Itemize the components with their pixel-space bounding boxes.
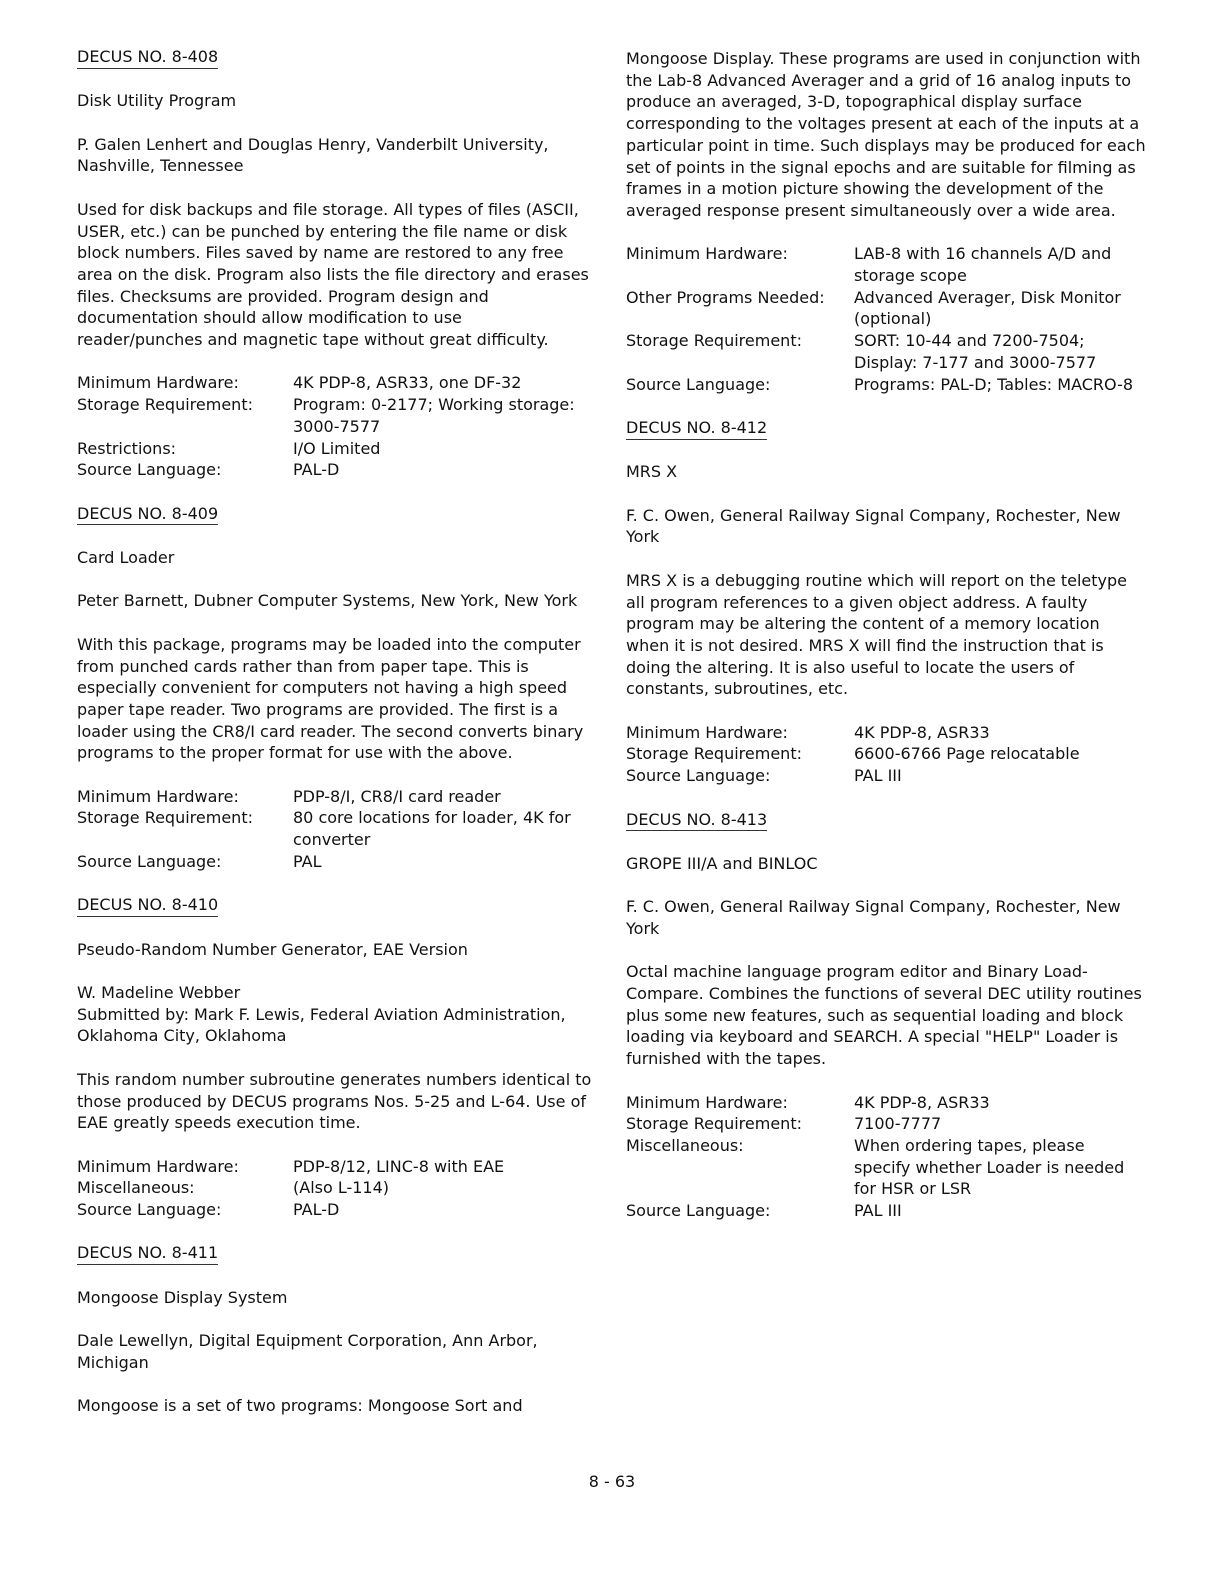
spec-value: PDP-8/12, LINC-8 with EAE <box>293 1156 505 1176</box>
entry-number: DECUS NO. 8-412 <box>626 417 767 440</box>
entry-8-409 <box>77 503 592 873</box>
spec-table <box>77 1156 592 1221</box>
spec-value: PAL III <box>854 1201 902 1221</box>
spec-label: Storage Requirement: <box>626 744 802 764</box>
entry-author: W. Madeline Webber <box>77 983 241 1003</box>
entry-title: Mongoose Display System <box>77 1287 288 1307</box>
spec-label: Minimum Hardware: <box>77 786 239 806</box>
entry-description: This random number subroutine generates numbers identical to those produced by DECUS programs Nos. 5-25 and L-64. Use of EAE greatly speeds execution time. <box>77 1069 592 1133</box>
entry-8-408 <box>77 46 592 481</box>
page-number: 8 - 63 <box>588 1472 636 1491</box>
entry-8-411-continued <box>626 48 1146 395</box>
right-column <box>626 48 1146 1243</box>
entry-number: DECUS NO. 8-410 <box>77 894 218 917</box>
entry-number: DECUS NO. 8-409 <box>77 503 218 526</box>
entry-submitted: Submitted by: Mark F. Lewis, Federal Aviation Administration, Oklahoma City, Oklahoma <box>77 1004 566 1046</box>
spec-label: Storage Requirement: <box>77 808 253 828</box>
entry-number: DECUS NO. 8-411 <box>77 1242 218 1265</box>
entry-number: DECUS NO. 8-408 <box>77 46 218 69</box>
spec-value: PAL III <box>854 766 902 786</box>
spec-value: PAL-D <box>293 460 340 480</box>
spec-table <box>77 786 592 873</box>
spec-value: 4K PDP-8, ASR33 <box>854 722 990 742</box>
spec-value: 7100-7777 <box>854 1114 942 1134</box>
spec-label: Source Language: <box>77 460 222 480</box>
entry-description: Octal machine language program editor and Binary Load-Compare. Combines the functions of several DEC utility routines plus some new features, such as sequential loading and block loading via keyboard and SEARCH. A special "HELP" Loader is furnished with the tapes. <box>626 962 1142 1069</box>
spec-label: Minimum Hardware: <box>77 1156 239 1176</box>
spec-label: Source Language: <box>77 1200 222 1220</box>
spec-label: Minimum Hardware: <box>77 373 239 393</box>
entry-author: F. C. Owen, General Railway Signal Company, Rochester, New York <box>626 505 1121 547</box>
spec-value: SORT: 10-44 and 7200-7504; Display: 7-177 and 3000-7577 <box>854 331 1097 372</box>
entry-author: P. Galen Lenhert and Douglas Henry, Vanderbilt University, Nashville, Tennessee <box>77 134 549 176</box>
entry-title: Disk Utility Program <box>77 91 237 111</box>
entry-8-413 <box>626 809 1146 1222</box>
spec-value: 4K PDP-8, ASR33, one DF-32 <box>293 373 522 393</box>
spec-value: PAL-D <box>293 1200 340 1220</box>
spec-table <box>626 722 1146 787</box>
spec-value: 4K PDP-8, ASR33 <box>854 1092 990 1112</box>
entry-description: With this package, programs may be loaded into the computer from punched cards rather than from paper tape. This is especially convenient for computers not having a high speed paper tape reader. Two programs are provided. The first is a loader using the CR8/I card reader. The second converts binary programs to the proper format for use with the above. <box>77 634 584 763</box>
spec-label: Miscellaneous: <box>77 1178 195 1198</box>
entry-title: Card Loader <box>77 548 175 568</box>
spec-value: Programs: PAL-D; Tables: MACRO-8 <box>854 374 1134 394</box>
entry-number: DECUS NO. 8-413 <box>626 809 767 832</box>
spec-value: (Also L-114) <box>293 1178 390 1198</box>
entry-description: MRS X is a debugging routine which will report on the teletype all program references to a given object address. A faulty program may be altering the content of a memory location when it is not desired. MRS X will find the instruction that is doing the altering. It is also useful to locate the users of constants, subroutines, etc. <box>626 570 1128 699</box>
spec-label: Storage Requirement: <box>626 1114 802 1134</box>
spec-label: Minimum Hardware: <box>626 722 788 742</box>
entry-title: MRS X <box>626 462 678 482</box>
spec-value: I/O Limited <box>293 438 381 458</box>
spec-label: Storage Requirement: <box>77 395 253 415</box>
entry-author: F. C. Owen, General Railway Signal Company, Rochester, New York <box>626 897 1121 938</box>
spec-label: Minimum Hardware: <box>626 1092 788 1112</box>
entry-description: Used for disk backups and file storage. All types of files (ASCII, USER, etc.) can be punched by entering the file name or disk block numbers. Files saved by name are restored to any free area on the disk. Program also lists the file directory and erases files. Checksums are provided. Program design and documentation should allow modification to use reader/punches and magnetic tape without great difficulty. <box>77 199 589 350</box>
spec-table <box>626 1092 1146 1222</box>
spec-label: Minimum Hardware: <box>626 244 788 264</box>
spec-label: Source Language: <box>626 1201 771 1221</box>
spec-value: PAL <box>293 851 322 871</box>
spec-value: 6600-6766 Page relocatable <box>854 744 1080 764</box>
spec-label: Restrictions: <box>77 438 177 458</box>
spec-table <box>626 243 1146 395</box>
spec-label: Miscellaneous: <box>626 1135 744 1155</box>
entry-description: Mongoose is a set of two programs: Mongoose Sort and <box>77 1396 523 1416</box>
spec-value: LAB-8 with 16 channels A/D and storage scope <box>854 244 1112 286</box>
entry-author: Peter Barnett, Dubner Computer Systems, New York, New York <box>77 591 578 611</box>
left-column <box>77 46 592 1439</box>
spec-value: PDP-8/I, CR8/I card reader <box>293 786 501 806</box>
entry-description-continued: Mongoose Display. These programs are used in conjunction with the Lab-8 Advanced Averager and a grid of 16 analog inputs to produce an averaged, 3-D, topographical display surface corresponding to the voltages present at each of the inputs at a particular point in time. Such displays may be produced for each set of points in the signal epochs and are suitable for filming as frames in a motion picture showing the development of the averaged response present simultaneously over a wide area. <box>626 49 1146 220</box>
spec-label: Storage Requirement: <box>626 331 802 351</box>
spec-value: Advanced Averager, Disk Monitor (optional) <box>854 287 1121 329</box>
entry-8-410 <box>77 894 592 1220</box>
spec-label: Source Language: <box>77 851 222 871</box>
entry-title: Pseudo-Random Number Generator, EAE Version <box>77 939 468 959</box>
entry-title: GROPE III/A and BINLOC <box>626 853 818 873</box>
spec-value: When ordering tapes, please specify whether Loader is needed for HSR or LSR <box>854 1135 1125 1199</box>
entry-8-411 <box>77 1242 592 1417</box>
spec-label: Other Programs Needed: <box>626 287 825 307</box>
spec-label: Source Language: <box>626 766 771 786</box>
spec-value: Program: 0-2177; Working storage: 3000-7577 <box>293 395 575 436</box>
spec-value: 80 core locations for loader, 4K for converter <box>293 808 571 850</box>
entry-8-412 <box>626 417 1146 787</box>
spec-label: Source Language: <box>626 374 771 394</box>
entry-author: Dale Lewellyn, Digital Equipment Corporation, Ann Arbor, Michigan <box>77 1331 538 1372</box>
spec-table <box>77 372 592 481</box>
